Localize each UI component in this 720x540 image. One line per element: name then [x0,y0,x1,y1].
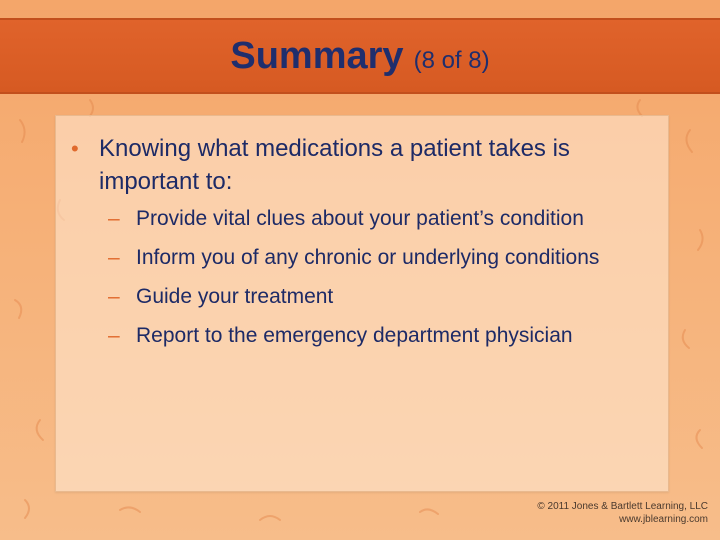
slide-title [230,35,489,78]
title-main: Summary [230,34,404,77]
main-bullet-text: Knowing what medications a patient takes is important to: [99,135,570,195]
title-subtitle: (8 of 8) [413,46,490,74]
sub-bullet-item [108,204,663,233]
content-box [55,115,669,492]
dash-icon: – [108,285,120,308]
dash-icon: – [108,246,120,269]
sub-bullet-item [108,282,663,311]
copyright-footer [537,500,708,526]
main-bullet [71,132,661,198]
sub-bullet-text: Report to the emergency department physician [136,324,573,347]
website-line: www.jblearning.com [619,514,708,525]
sub-bullet-item [108,243,663,272]
bullet-dot-icon: • [71,136,79,161]
sub-bullet-text: Provide vital clues about your patient’s condition [136,207,584,230]
sub-bullet-item [108,321,663,350]
dash-icon: – [108,324,120,347]
sub-bullet-list [108,204,663,360]
copyright-line: © 2011 Jones & Bartlett Learning, LLC [537,501,708,512]
sub-bullet-text: Guide your treatment [136,285,334,308]
sub-bullet-text: Inform you of any chronic or underlying conditions [136,246,600,269]
title-bar [0,18,720,94]
dash-icon: – [108,207,120,230]
